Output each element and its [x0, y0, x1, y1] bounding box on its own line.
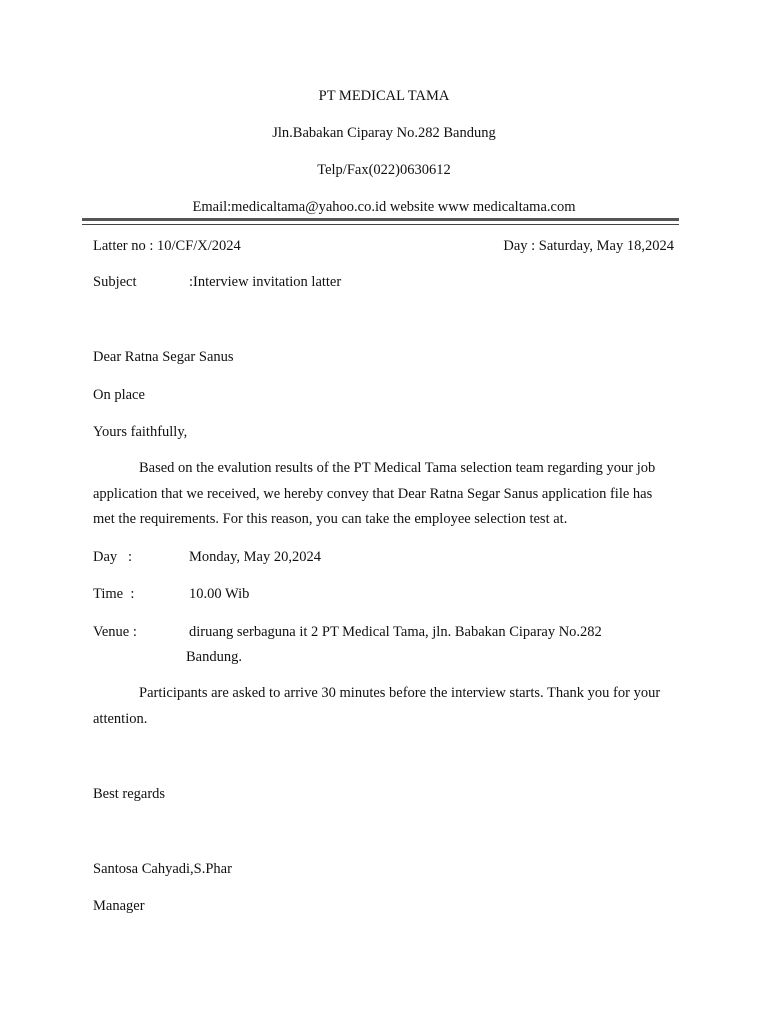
schedule-venue-label: Venue :: [93, 624, 137, 640]
signer-name: Santosa Cahyadi,S.Phar: [93, 861, 232, 877]
letterhead-divider-thick: [82, 218, 679, 221]
letter-number: Latter no : 10/CF/X/2024: [93, 238, 241, 254]
subject-label: Subject: [93, 274, 137, 290]
body-paragraph-2: [93, 681, 673, 732]
company-phone: Telp/Fax(022)0630612: [317, 162, 451, 178]
body-paragraph-2-text: Participants are asked to arrive 30 minutes before the interview starts. Thank you for your attention.: [93, 685, 661, 727]
letterhead-divider-thin: [82, 224, 679, 225]
schedule-day-value: Monday, May 20,2024: [189, 549, 321, 565]
schedule-time-value: 10.00 Wib: [189, 586, 250, 602]
schedule-venue-line-2: Bandung.: [186, 649, 242, 665]
company-contact: Email:medicaltama@yahoo.co.id website www medicaltama.com: [192, 199, 576, 215]
company-name: PT MEDICAL TAMA: [318, 88, 450, 104]
body-paragraph-1-text: Based on the evalution results of the PT Medical Tama selection team regarding your job application that we received, we hereby convey that Dear Ratna Segar Sanus application file has met the requirements. For this reason, you can take the employee selection test at.: [93, 460, 656, 527]
company-address: Jln.Babakan Ciparay No.282 Bandung: [272, 125, 496, 141]
body-paragraph-1: [93, 456, 673, 533]
signer-title: Manager: [93, 898, 145, 914]
schedule-time-label: Time :: [93, 586, 135, 602]
closing-regards: Best regards: [93, 786, 166, 802]
letter-date: Day : Saturday, May 18,2024: [503, 238, 674, 254]
subject-value: :Interview invitation latter: [189, 274, 342, 290]
schedule-day-label: Day :: [93, 549, 133, 565]
schedule-venue-line-1: diruang serbaguna it 2 PT Medical Tama, jln. Babakan Ciparay No.282: [189, 624, 602, 640]
greeting: Yours faithfully,: [93, 424, 188, 440]
recipient-name: Dear Ratna Segar Sanus: [93, 349, 234, 365]
recipient-place: On place: [93, 387, 145, 403]
